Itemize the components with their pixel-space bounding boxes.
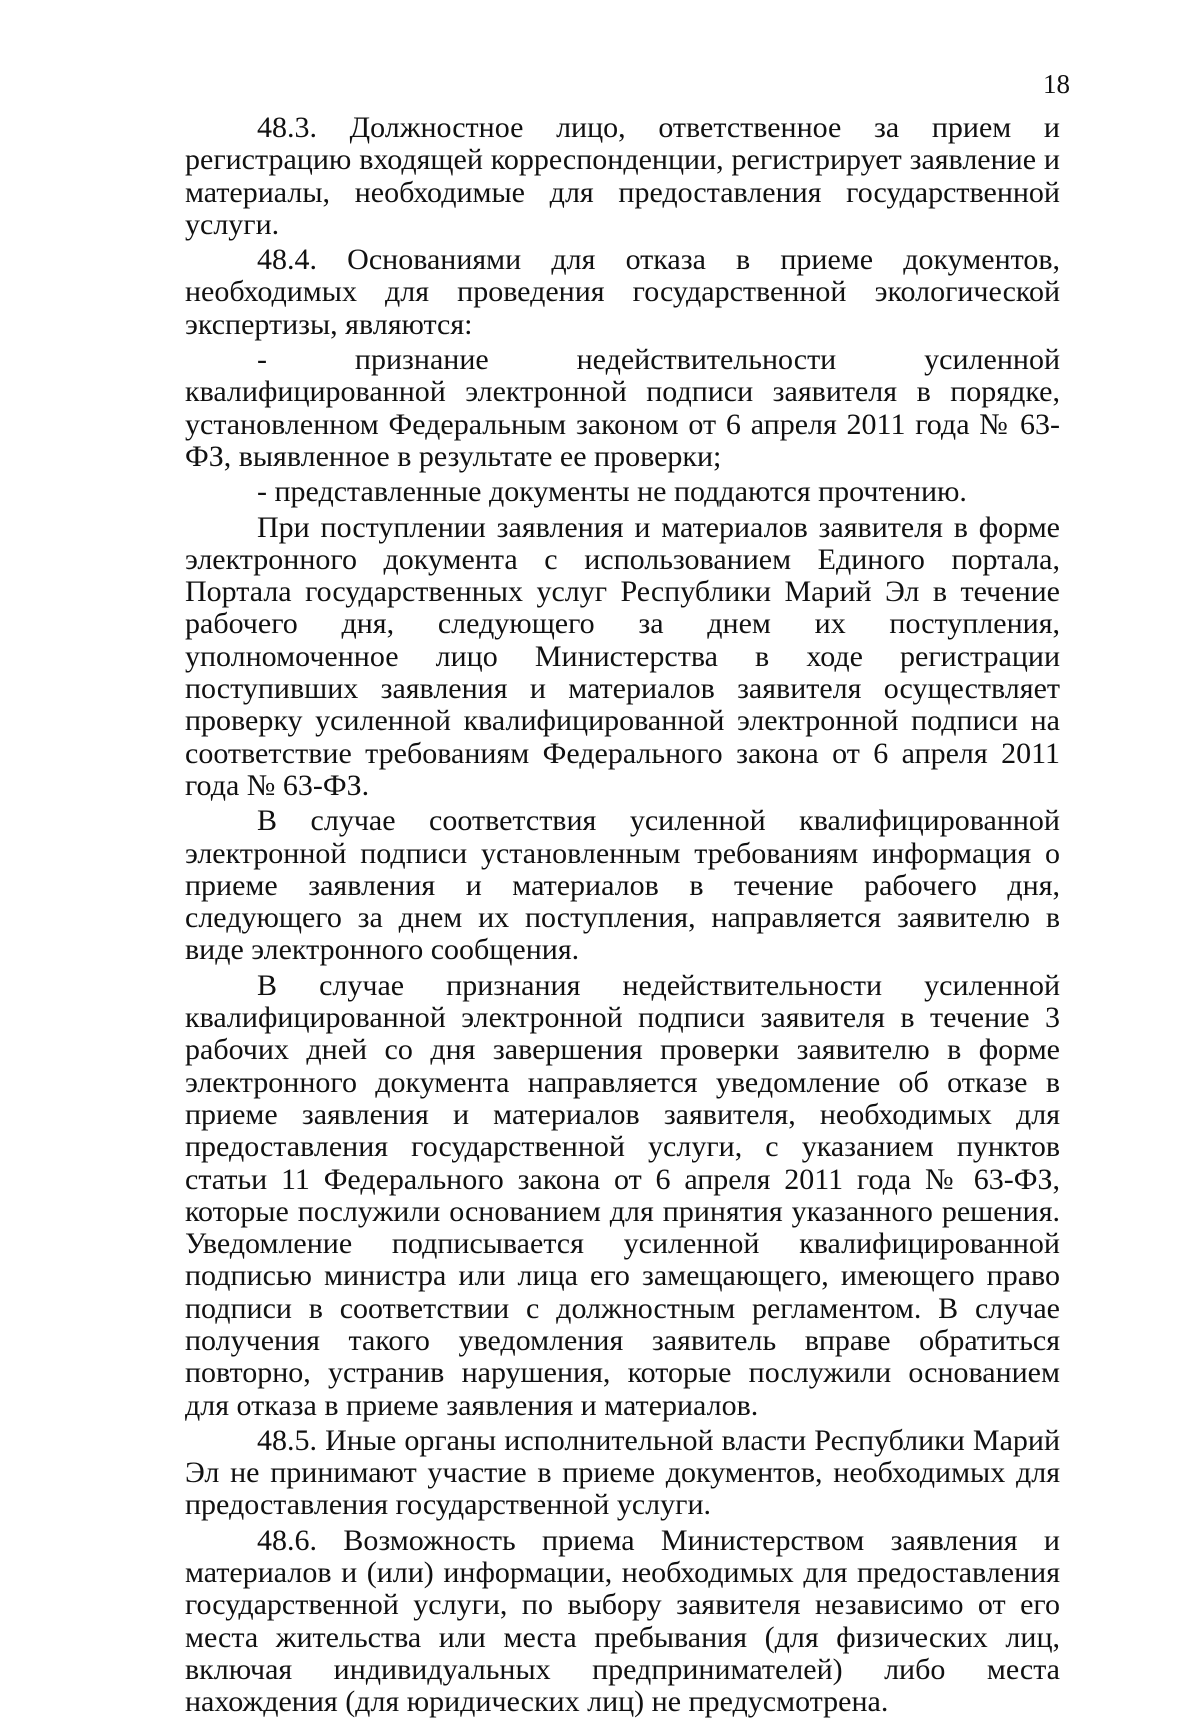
- paragraph-signature-invalid: В случае признания недействительности усиленной квалифицированной электронной подписи заявителя в течение 3 рабочих дней со дня завершения проверки заявителю в форме электронного документа направляется уведомление об отказе в приеме заявления и материалов заявителя, необходимых для предоставления государственной услуги, с указанием пунктов статьи 11 Федерального закона от 6 апреля 2011 года № 63-ФЗ, которые послужили основанием для принятия указанного решения. Уведомление подписывается усиленной квалифицированной подписью министра или лица его замещающего, имеющего право подписи в соответствии с должностным регламентом. В случае получения такого уведомления заявитель вправе обратиться повторно, устранив нарушения, которые послужили основанием для отказа в приеме заявления и материалов.: [185, 968, 1060, 1422]
- list-item-unreadable-documents: - представленные документы не поддаются прочтению.: [257, 475, 967, 509]
- document-body: [185, 112, 1060, 1719]
- paragraph-48-5: 48.5. Иные органы исполнительной власти Республики Марий Эл не принимают участие в приеме документов, необходимых для предоставления государственной услуги.: [185, 1423, 1060, 1522]
- paragraph-48-4: 48.4. Основаниями для отказа в приеме документов, необходимых для проведения государственной экологической экспертизы, являются:: [185, 243, 1060, 341]
- paragraph-signature-valid: В случае соответствия усиленной квалифицированной электронной подписи установленным требованиям информация о приеме заявления и материалов в течение рабочего дня, следующего за днем их поступления, направляется заявителю в виде электронного сообщения.: [185, 804, 1060, 967]
- page-number: 18: [1043, 69, 1070, 99]
- paragraph-electronic-submission: При поступлении заявления и материалов заявителя в форме электронного документа с использованием Единого портала, Портала государственных услуг Республики Марий Эл в течение рабочего дня, следующего за днем их поступления, уполномоченное лицо Министерства в ходе регистрации поступивших заявления и материалов заявителя осуществляет проверку усиленной квалифицированной электронной подписи на соответствие требованиям Федерального закона от 6 апреля 2011 года № 63-ФЗ.: [185, 510, 1060, 802]
- paragraph-48-6: 48.6. Возможность приема Министерством заявления и материалов и (или) информации, необходимых для предоставления государственной услуги, по выбору заявителя независимо от его места жительства или места пребывания (для физических лиц, включая индивидуальных предпринимателей) либо места нахождения (для юридических лиц) не предусмотрена.: [185, 1523, 1060, 1719]
- paragraph-48-3: 48.3. Должностное лицо, ответственное за прием и регистрацию входящей корреспонденции, регистрирует заявление и материалы, необходимые для предоставления государственной услуги.: [185, 111, 1060, 241]
- list-item-invalid-signature: - признание недействительности усиленной квалифицированной электронной подписи заявителя в порядке, установленном Федеральным законом от 6 апреля 2011 года № 63-ФЗ, выявленное в результате ее проверки;: [185, 343, 1060, 473]
